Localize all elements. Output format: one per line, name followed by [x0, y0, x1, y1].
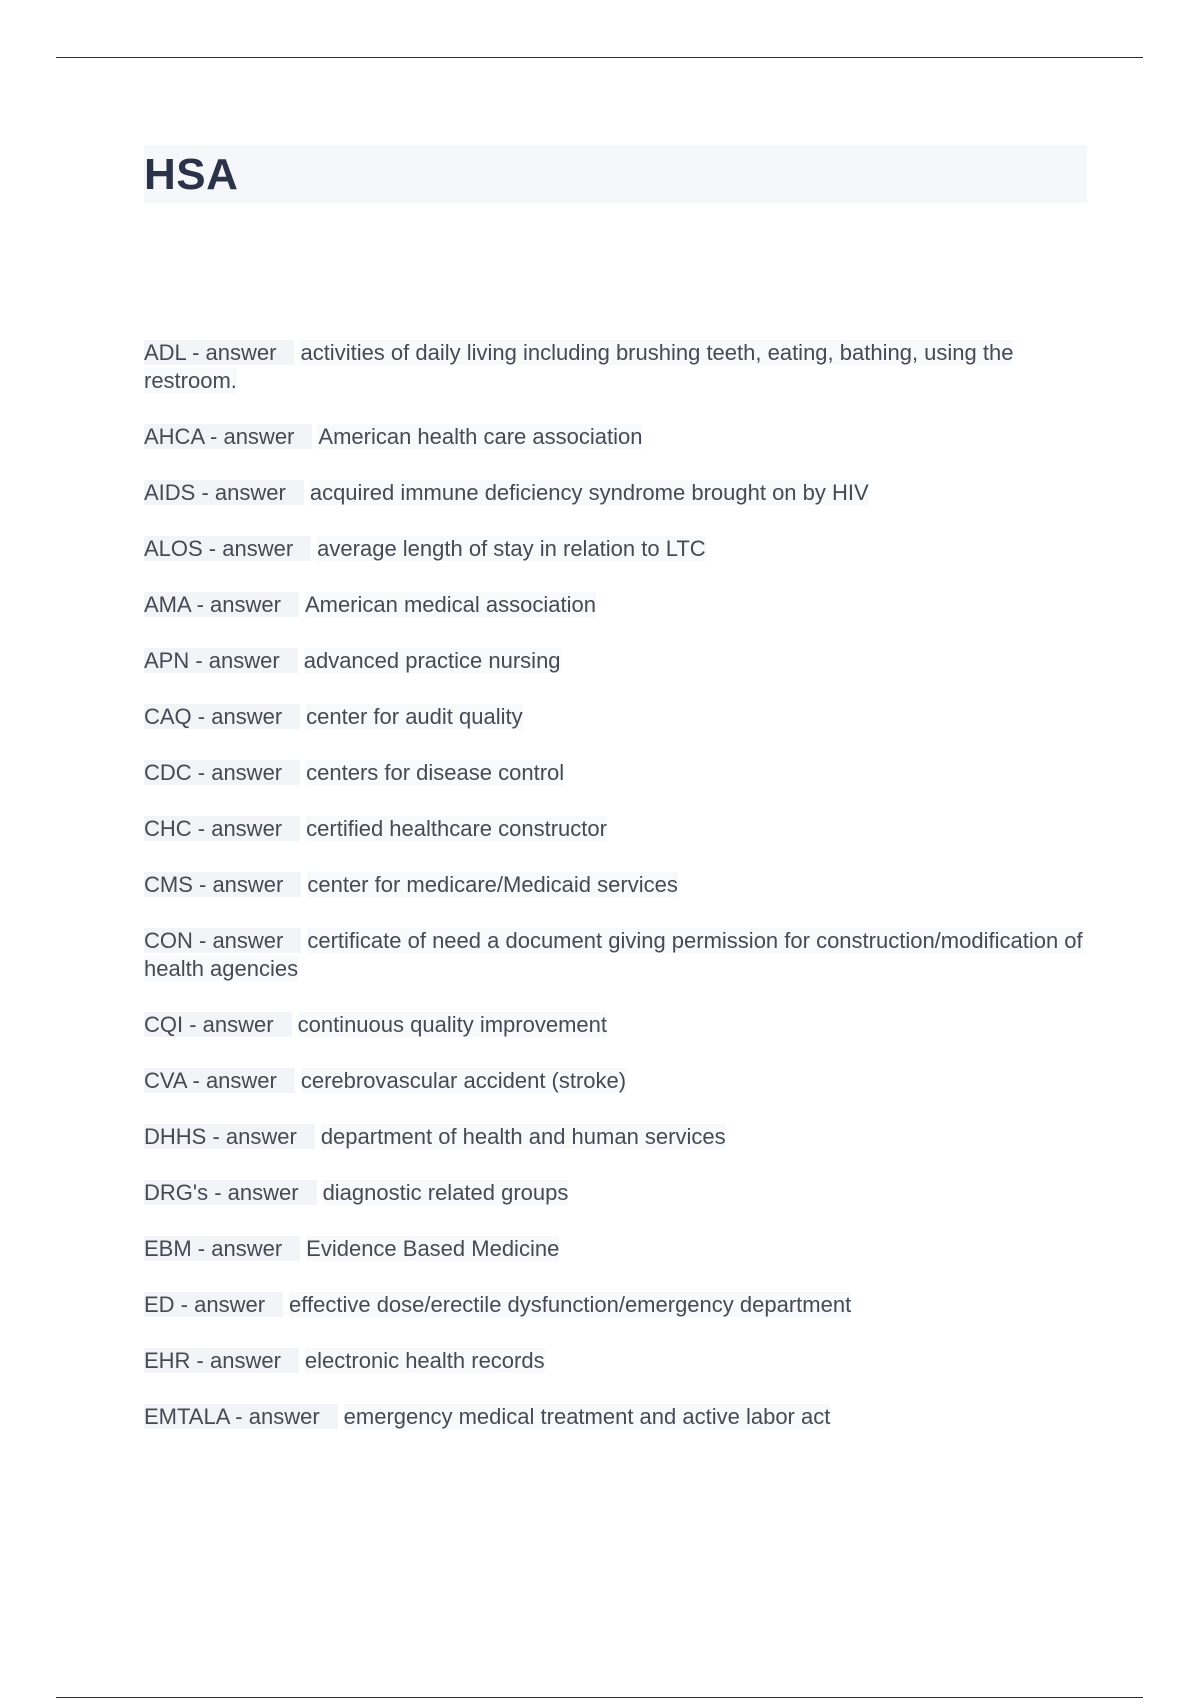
term-definition: department of health and human services	[320, 1124, 726, 1149]
term-definition: American health care association	[318, 424, 643, 449]
term-entry	[144, 1067, 1084, 1095]
term-label: ALOS - answer	[144, 536, 311, 561]
term-label: EMTALA - answer	[144, 1404, 338, 1429]
term-entry	[144, 703, 1084, 731]
term-definition: average length of stay in relation to LTC	[317, 536, 706, 561]
term-definition: emergency medical treatment and active labor act	[343, 1404, 831, 1429]
term-definition: continuous quality improvement	[297, 1012, 607, 1037]
term-definition: cerebrovascular accident (stroke)	[300, 1068, 627, 1093]
term-label: AHCA - answer	[144, 424, 312, 449]
title-band	[144, 145, 1087, 203]
term-entry	[144, 1123, 1084, 1151]
term-entry	[144, 1179, 1084, 1207]
term-definition: certified healthcare constructor	[306, 816, 607, 841]
term-entry	[144, 871, 1084, 899]
term-entry	[144, 339, 1084, 395]
term-list	[144, 339, 1084, 1459]
term-entry	[144, 1347, 1084, 1375]
term-label: DRG's - answer	[144, 1180, 317, 1205]
term-definition: certificate of need a document giving permission for construction/modification of health agencies	[144, 928, 1083, 981]
term-label: CHC - answer	[144, 816, 300, 841]
term-entry	[144, 927, 1084, 983]
term-entry	[144, 1011, 1084, 1039]
term-label: DHHS - answer	[144, 1124, 315, 1149]
term-label: CAQ - answer	[144, 704, 300, 729]
term-definition: center for audit quality	[306, 704, 523, 729]
term-label: CMS - answer	[144, 872, 301, 897]
term-label: AMA - answer	[144, 592, 299, 617]
term-entry	[144, 535, 1084, 563]
term-definition: centers for disease control	[306, 760, 565, 785]
document-title: HSA	[144, 150, 239, 199]
term-definition: American medical association	[304, 592, 596, 617]
term-label: EHR - answer	[144, 1348, 299, 1373]
term-label: CDC - answer	[144, 760, 300, 785]
term-label: APN - answer	[144, 648, 298, 673]
term-label: CON - answer	[144, 928, 301, 953]
bottom-divider	[56, 1697, 1143, 1698]
term-entry	[144, 479, 1084, 507]
term-label: EBM - answer	[144, 1236, 300, 1261]
term-definition: advanced practice nursing	[303, 648, 561, 673]
term-definition: Evidence Based Medicine	[306, 1236, 560, 1261]
term-entry	[144, 423, 1084, 451]
term-label: AIDS - answer	[144, 480, 304, 505]
term-label: CQI - answer	[144, 1012, 292, 1037]
term-entry	[144, 1403, 1084, 1431]
term-label: ADL - answer	[144, 340, 294, 365]
term-definition: diagnostic related groups	[322, 1180, 569, 1205]
term-definition: effective dose/erectile dysfunction/emergency department	[289, 1292, 852, 1317]
term-definition: electronic health records	[304, 1348, 545, 1373]
top-divider	[56, 57, 1143, 58]
term-entry	[144, 759, 1084, 787]
term-definition: activities of daily living including brushing teeth, eating, bathing, using the restroom.	[144, 340, 1014, 393]
term-label: ED - answer	[144, 1292, 283, 1317]
term-entry	[144, 1235, 1084, 1263]
term-label: CVA - answer	[144, 1068, 295, 1093]
term-entry	[144, 647, 1084, 675]
term-entry	[144, 591, 1084, 619]
term-entry	[144, 815, 1084, 843]
term-entry	[144, 1291, 1084, 1319]
term-definition: acquired immune deficiency syndrome brought on by HIV	[309, 480, 869, 505]
term-definition: center for medicare/Medicaid services	[307, 872, 678, 897]
